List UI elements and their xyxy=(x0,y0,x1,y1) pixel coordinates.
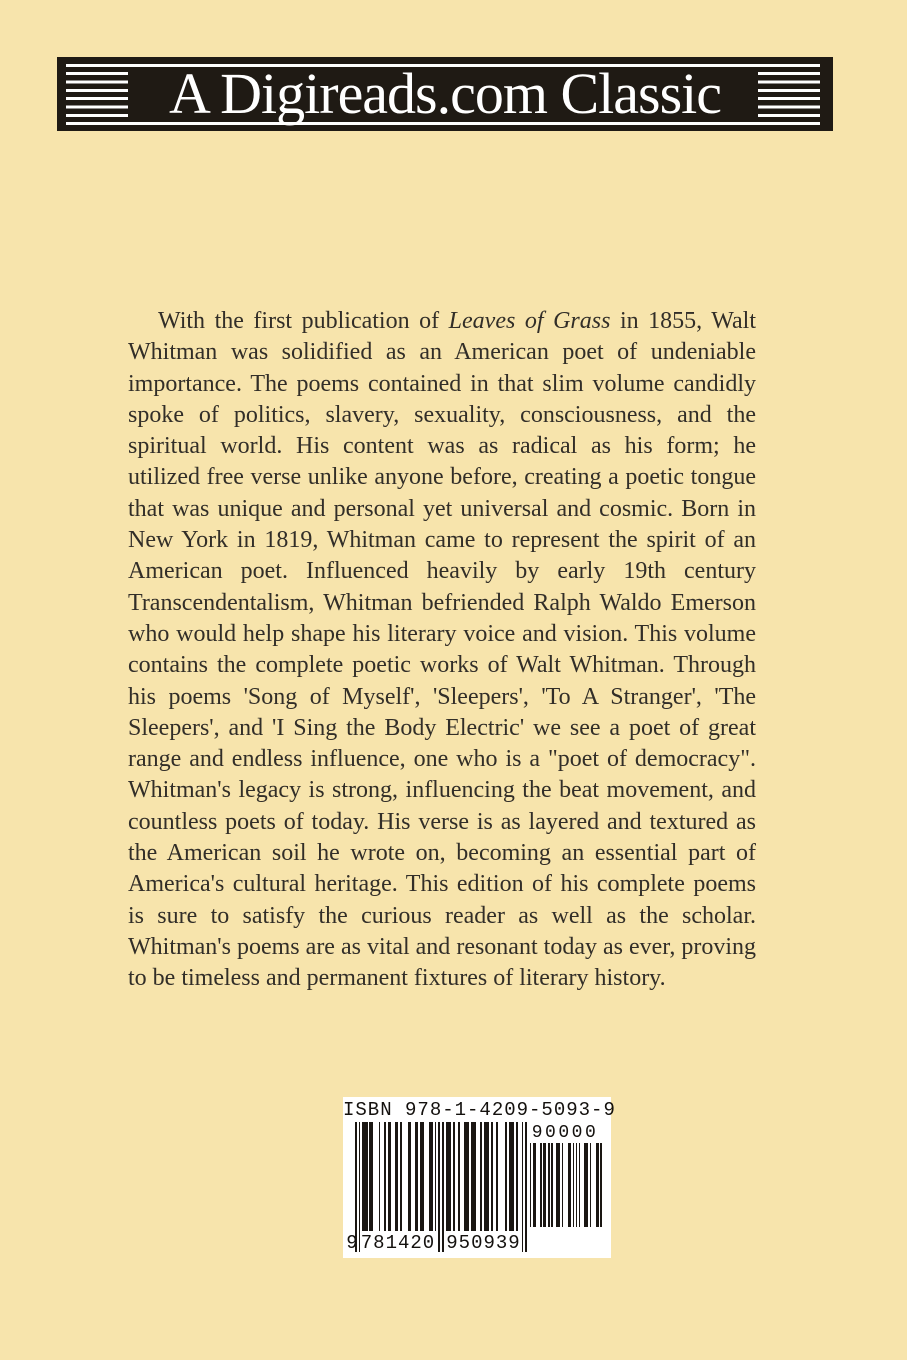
barcode-addon-bars xyxy=(528,1143,602,1227)
book-title-italic: Leaves of Grass xyxy=(448,308,611,334)
book-description xyxy=(128,306,756,995)
description-body-text: in 1855, Walt Whitman was solidified as an American poet of undeniable importance. The poems contained in that slim volume candidly spoke of politics, slavery, sexuality, consciousness, and the spiritual world. His content was as radical as his form; he utilized free verse unlike anyone before, creating a poetic tongue that was unique and personal yet universal and cosmic. Born in New York in 1819, Whitman came to represent the spirit of an American poet. Influenced heavily by early 19th century Transcendentalism, Whitman befriended Ralph Waldo Emerson who would help shape his literary voice and vision. This volume contains the complete poetic works of Walt Whitman. Through his poems 'Song of Myself', 'Sleepers', 'To A Stranger', 'The Sleepers', and 'I Sing the Body Electric' we see a poet of great range and endless influence, one who is a "poet of democracy". Whitman's legacy is strong, influencing the beat movement, and countless poets of today. His verse is as layered and textured as the American soil he wrote on, becoming an essential part of America's cultural heritage. This edition of his complete poems is sure to satisfy the curious reader as well as the scholar. Whitman's poems are as vital and resonant today as ever, proving to be timeless and permanent fixtures of literary history. xyxy=(128,308,756,992)
description-lead-text: With the first publication of xyxy=(158,308,449,334)
publisher-banner xyxy=(57,57,833,131)
banner-title: A Digireads.com Classic xyxy=(168,60,722,126)
barcode-addon-label: 90000 xyxy=(531,1123,599,1143)
isbn-barcode-block xyxy=(343,1097,616,1258)
isbn-number-label: ISBN 978-1-4209-5093-9 xyxy=(343,1099,616,1121)
barcode-lead-digit: 9 xyxy=(346,1232,358,1254)
barcode-digits-left: 781420 xyxy=(360,1232,436,1254)
barcode-digits-right: 950939 xyxy=(446,1232,521,1254)
